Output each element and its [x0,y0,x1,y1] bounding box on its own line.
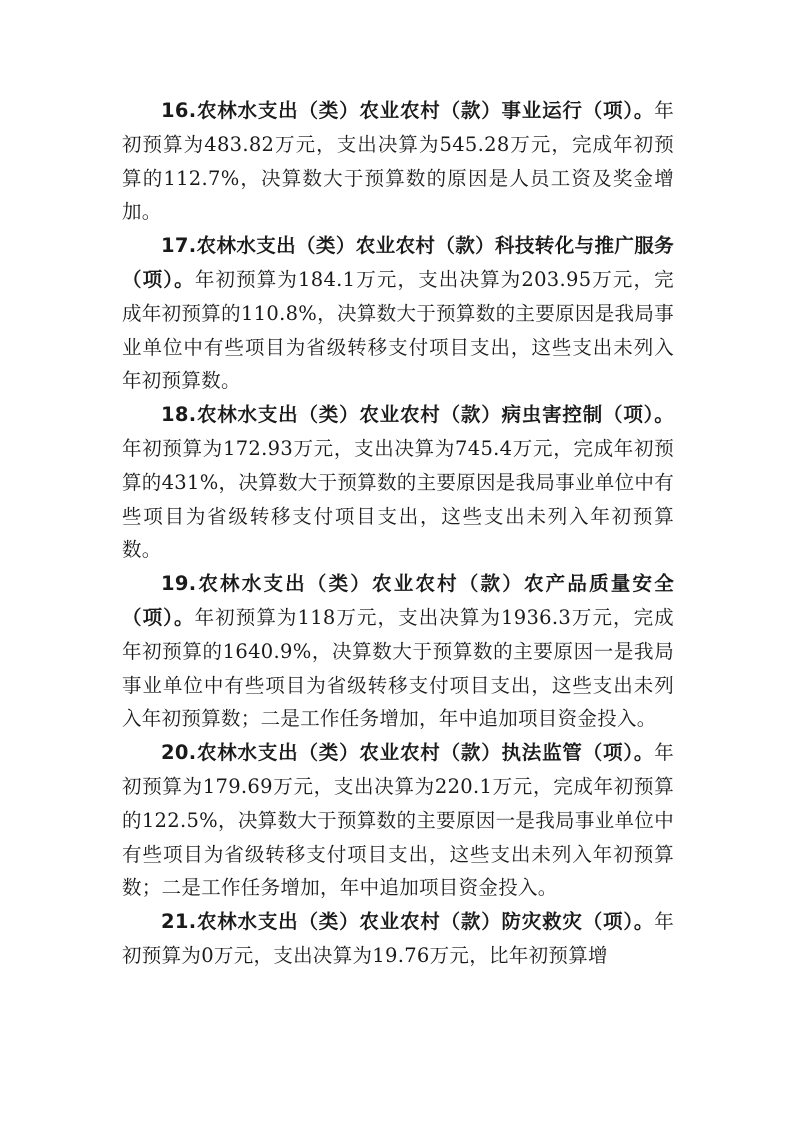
document-page [122,94,674,973]
paragraph-heading: 19.农林水支出（类）农业农村（款）农产品质量安全（项）。 [122,572,674,629]
paragraph-heading: 16.农林水支出（类）农业农村（款）事业运行（项）。 [161,99,655,122]
paragraph-20 [122,736,674,905]
paragraph-body: 年初预算为483.82万元，支出决算为545.28万元，完成年初预算的112.7%，决算数大于预算数的原因是人员工资及奖金增加。 [122,99,674,224]
paragraph-heading: 20.农林水支出（类）农业农村（款）执法监管（项）。 [161,741,655,765]
paragraph-heading: 17.农林水支出（类）农业农村（款）科技转化与推广服务（项）。 [122,234,674,291]
paragraph-body: 年初预算为172.93万元，支出决算为745.4万元，完成年初预算的431%，决算数大于预算数的主要原因是我局事业单位中有些项目为省级转移支付项目支出，这些支出未列入年初预算数。 [122,436,674,562]
paragraph-heading: 18.农林水支出（类）农业农村（款）病虫害控制（项）。 [161,403,674,427]
paragraph-17 [122,229,674,398]
paragraph-21 [122,905,674,973]
paragraph-body: 年初预算为118万元，支出决算为1936.3万元，完成年初预算的1640.9%，决算数大于预算数的主要原因一是我局事业单位中有些项目为省级转移支付项目支出，这些支出未列入年初预算数；二是工作任务增加，年中追加项目资金投入。 [122,605,674,731]
paragraph-heading: 21.农林水支出（类）农业农村（款）防灾救灾（项）。 [161,910,655,934]
paragraph-body: 年初预算为184.1万元，支出决算为203.95万元，完成年初预算的110.8%，决算数大于预算数的主要原因是我局事业单位中有些项目为省级转移支付项目支出，这些支出未列入年初预算数。 [122,267,674,393]
paragraph-16 [122,94,674,229]
paragraph-18 [122,398,674,567]
paragraph-body: 年初预算为0万元，支出决算为19.76万元，比年初预算增 [122,910,674,967]
paragraph-19 [122,567,674,736]
paragraph-body: 年初预算为179.69万元，支出决算为220.1万元，完成年初预算的122.5%，决算数大于预算数的主要原因一是我局事业单位中有些项目为省级转移支付项目支出，这些支出未列入年初预算数；二是工作任务增加，年中追加项目资金投入。 [122,741,674,900]
